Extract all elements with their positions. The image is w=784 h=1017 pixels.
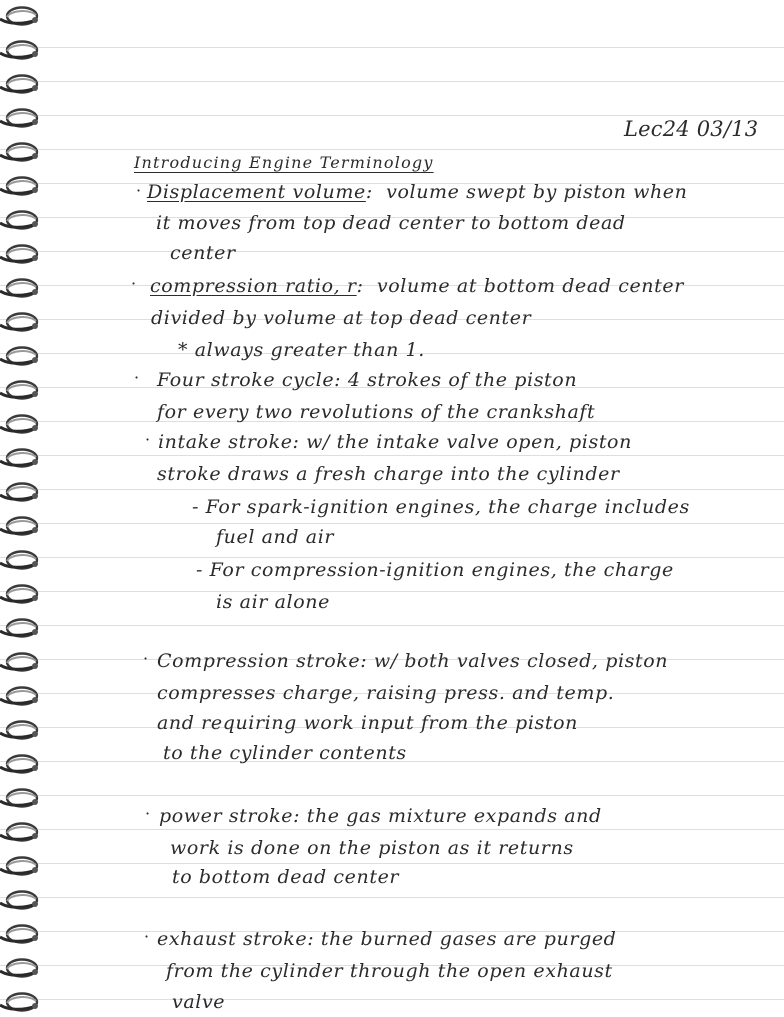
intake-subitem-line: is air alone: [216, 591, 330, 613]
four-stroke-line: for every two revolutions of the crankshaft: [157, 401, 596, 423]
power-stroke-line: work is done on the piston as it returns: [170, 837, 574, 859]
power-stroke-line: power stroke: the gas mixture expands and: [159, 805, 602, 827]
definition-compression-ratio: compression ratio, r: volume at bottom dead center: [150, 275, 684, 297]
bullet-dot: ·: [134, 368, 140, 387]
exhaust-stroke-line: exhaust stroke: the burned gases are purged: [157, 928, 617, 950]
intake-subitem-line: - For spark-ignition engines, the charge includes: [192, 496, 690, 518]
compression-stroke-line: Compression stroke: w/ both valves closed, piston: [157, 650, 669, 672]
definition-displacement-volume: Displacement volume: volume swept by piston when: [147, 181, 688, 203]
bullet-dot: ·: [145, 804, 151, 823]
four-stroke-line: Four stroke cycle: 4 strokes of the piston: [157, 369, 578, 391]
definition-line: center: [170, 242, 236, 264]
lecture-date: Lec24 03/13: [624, 117, 759, 141]
bullet-dot: ·: [145, 430, 151, 449]
bullet-dot: ·: [143, 649, 149, 668]
intake-subitem-line: fuel and air: [216, 526, 335, 548]
definition-text: volume swept by piston when: [386, 181, 688, 203]
intake-stroke-line: intake stroke: w/ the intake valve open, piston: [158, 431, 632, 453]
page-title: Introducing Engine Terminology: [134, 153, 434, 172]
intake-stroke-line: stroke draws a fresh charge into the cylinder: [157, 463, 620, 485]
compression-stroke-line: compresses charge, raising press. and temp.: [157, 682, 615, 704]
bullet-dot: ·: [136, 181, 142, 200]
definition-line: divided by volume at top dead center: [151, 307, 532, 329]
exhaust-stroke-line: valve: [172, 991, 226, 1013]
spiral-binding: [0, 0, 50, 1017]
compression-stroke-line: to the cylinder contents: [163, 742, 407, 764]
power-stroke-line: to bottom dead center: [172, 866, 400, 888]
intake-subitem-line: - For compression-ignition engines, the charge: [196, 559, 674, 581]
definition-text: volume at bottom dead center: [376, 275, 684, 297]
term-label: Displacement volume: [147, 181, 366, 203]
definition-note: * always greater than 1.: [178, 339, 425, 361]
bullet-dot: ·: [131, 274, 137, 293]
bullet-dot: ·: [144, 927, 150, 946]
exhaust-stroke-line: from the cylinder through the open exhaust: [166, 960, 613, 982]
definition-line: it moves from top dead center to bottom dead: [156, 212, 626, 234]
term-label: compression ratio, r: [150, 275, 357, 297]
compression-stroke-line: and requiring work input from the piston: [157, 712, 578, 734]
